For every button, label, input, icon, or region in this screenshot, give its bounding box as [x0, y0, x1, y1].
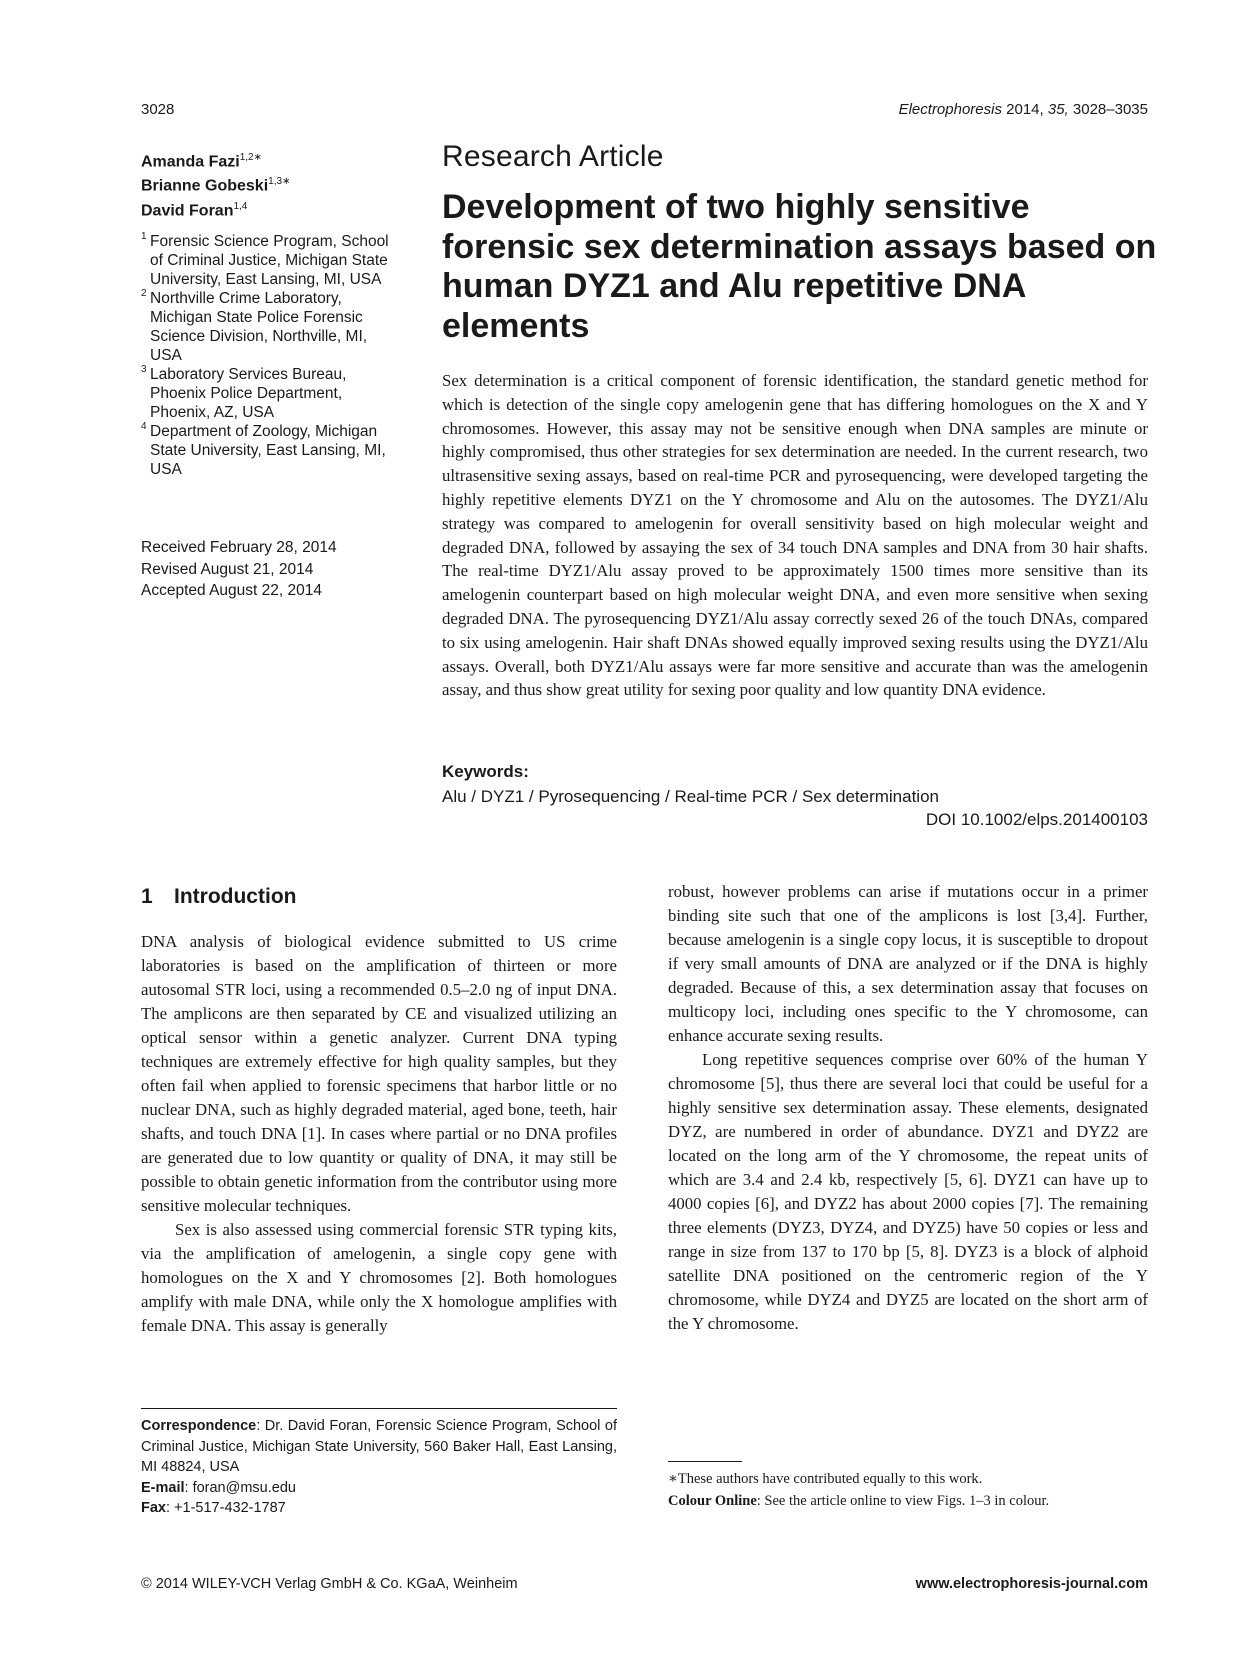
affiliation: 4 Department of Zoology, Michigan State University, East Lansing, MI, USA: [141, 421, 386, 478]
body-column-right: [668, 880, 1148, 1336]
footnote-divider: [668, 1461, 742, 1462]
correspondence: [141, 1416, 617, 1519]
footnote-equal-contribution: ∗These authors have contributed equally to this work.: [668, 1471, 983, 1487]
correspondence-fax: Fax: +1-517-432-1787: [141, 1500, 286, 1516]
article-title: Development of two highly sensitive forensic sex determination assays based on human DYZ1 and Alu repetitive DNA elements: [442, 188, 1157, 345]
paragraph: robust, however problems can arise if mutations occur in a primer binding site such that one of the amplicons is lost [3,4]. Further, because amelogenin is a single copy locus, it is susceptible to dropout if very small amounts of DNA are analyzed or if the DNA is highly degraded. Because of this, a sex determination assay that focuses on multicopy loci, including ones specific to the Y chromosome, can enhance accurate sexing results.: [668, 882, 1148, 1045]
journal-year: 2014,: [1006, 101, 1044, 118]
accepted-date: Accepted August 22, 2014: [141, 582, 322, 599]
article-dates: [141, 537, 337, 602]
section-number: 1: [141, 885, 153, 908]
correspondence-email: E-mail: foran@msu.edu: [141, 1479, 296, 1496]
journal-name: Electrophoresis: [898, 101, 1002, 118]
paragraph: Sex is also assessed using commercial forensic STR typing kits, via the amplification of amelogenin, a single copy gene with homologues on the X and Y chromosomes [2]. Both homologues amplify with male DNA, while only the X homologue amplifies with female DNA. This assay is generally: [141, 1220, 617, 1335]
article-type: Research Article: [442, 140, 664, 173]
affiliation-list: [141, 232, 403, 479]
received-date: Received February 28, 2014: [141, 539, 337, 556]
journal-url: www.electrophoresis-journal.com: [915, 1576, 1148, 1592]
journal-pages: 3028–3035: [1072, 101, 1148, 118]
section-title: Introduction: [174, 885, 297, 908]
page-number: 3028: [141, 101, 175, 118]
author: Brianne Gobeski$^{1,3∗}$: [141, 176, 291, 195]
revised-date: Revised August 21, 2014: [141, 560, 314, 578]
paragraph: Long repetitive sequences comprise over 60% of the human Y chromosome [5], thus there are several loci that could be useful for a highly sensitive sex determination assay. These elements, designated DYZ, are numbered in order of abundance. DYZ1 and DYZ2 are located on the long arm of the Y chromosome, the repeat units of which are 3.4 and 2.4 kb, respectively [5, 6]. DYZ1 can have up to 4000 copies [6], and DYZ2 has about 2000 copies [7]. The remaining three elements (DYZ3, DYZ4, and DYZ5) have 50 copies or less and range in size from 137 to 170 bp [5, 8]. DYZ3 is a block of alphoid satellite DNA positioned on the centromeric region of the Y chromosome, while DYZ4 and DYZ5 are located on the short arm of the Y chromosome.: [668, 1050, 1148, 1333]
footnotes: [668, 1468, 1148, 1512]
journal-reference: [899, 101, 1148, 118]
affiliation: 3 Laboratory Services Bureau, Phoenix Police Department, Phoenix, AZ, USA: [141, 364, 347, 421]
correspondence-divider: [141, 1408, 617, 1409]
doi: DOI 10.1002/elps.201400103: [925, 810, 1148, 829]
body-column-left: [141, 930, 617, 1338]
affiliation: 2 Northville Crime Laboratory, Michigan State Police Forensic Science Division, Northville, MI, USA: [141, 288, 368, 364]
section-heading-introduction: [141, 885, 296, 909]
footnote-colour-online: Colour Online: See the article online to view Figs. 1–3 in colour.: [668, 1493, 1050, 1509]
keywords-list: Alu / DYZ1 / Pyrosequencing / Real-time PCR / Sex determination: [442, 787, 939, 806]
abstract: Sex determination is a critical component of forensic identification, the standard genetic method for which is detection of the single copy amelogenin gene that has differing homologues on the X and Y chromosomes. However, this assay may not be sensitive enough when DNA samples are minute or highly compromised, thus other strategies for sex determination are needed. In the current research, two ultrasensitive sexing assays, based on real-time PCR and pyrosequencing, were developed targeting the highly repetitive elements DYZ1 on the Y chromosome and Alu on the autosomes. The DYZ1/Alu strategy was compared to amelogenin for overall sensitivity based on high molecular weight and degraded DNA, followed by assaying the sex of 34 touch DNA samples and DNA from 30 hair shafts. The real-time DYZ1/Alu assay proved to be approximately 1500 times more sensitive than its amelogenin counterpart based on high molecular weight DNA, and even more sensitive when sexing degraded DNA. The pyrosequencing DYZ1/Alu assay correctly sexed 26 of the touch DNAs, compared to six using amelogenin. Hair shaft DNAs showed equally improved sexing results using the DYZ1/Alu assays. Overall, both DYZ1/Alu assays were far more sensitive and accurate than was the amelogenin assay, and thus show great utility for sexing poor quality and low quantity DNA evidence.: [442, 371, 1148, 700]
author-list: [141, 148, 411, 221]
correspondence-address: Correspondence: Dr. David Foran, Forensic Science Program, School of Criminal Justice, Michigan State University, 560 Baker Hall, East Lansing, MI 48824, USA: [141, 1418, 617, 1475]
author: Amanda Fazi$^{1,2∗}$: [141, 152, 262, 171]
author: David Foran$^{1,4}$: [141, 200, 248, 219]
affiliation: 1 Forensic Science Program, School of Criminal Justice, Michigan State University, East Lansing, MI, USA: [141, 231, 389, 288]
keywords-label: Keywords:: [442, 762, 529, 781]
paragraph: DNA analysis of biological evidence submitted to US crime laboratories is based on the amplification of thirteen or more autosomal STR loci, using a recommended 0.5–2.0 ng of input DNA. The amplicons are then separated by CE and visualized utilizing an optical sensor within a genetic analyzer. Current DNA typing techniques are extremely effective for high quality samples, but they often fail when applied to forensic specimens that harbor little or no nuclear DNA, such as highly degraded material, aged bone, teeth, hair shafts, and touch DNA [1]. In cases where partial or no DNA profiles are generated due to low quantity or quality of DNA, it may still be possible to obtain genetic information from the contributor using more sensitive molecular techniques.: [141, 932, 617, 1215]
journal-volume: 35,: [1047, 101, 1069, 118]
copyright-notice: © 2014 WILEY-VCH Verlag GmbH & Co. KGaA, Weinheim: [141, 1576, 518, 1592]
